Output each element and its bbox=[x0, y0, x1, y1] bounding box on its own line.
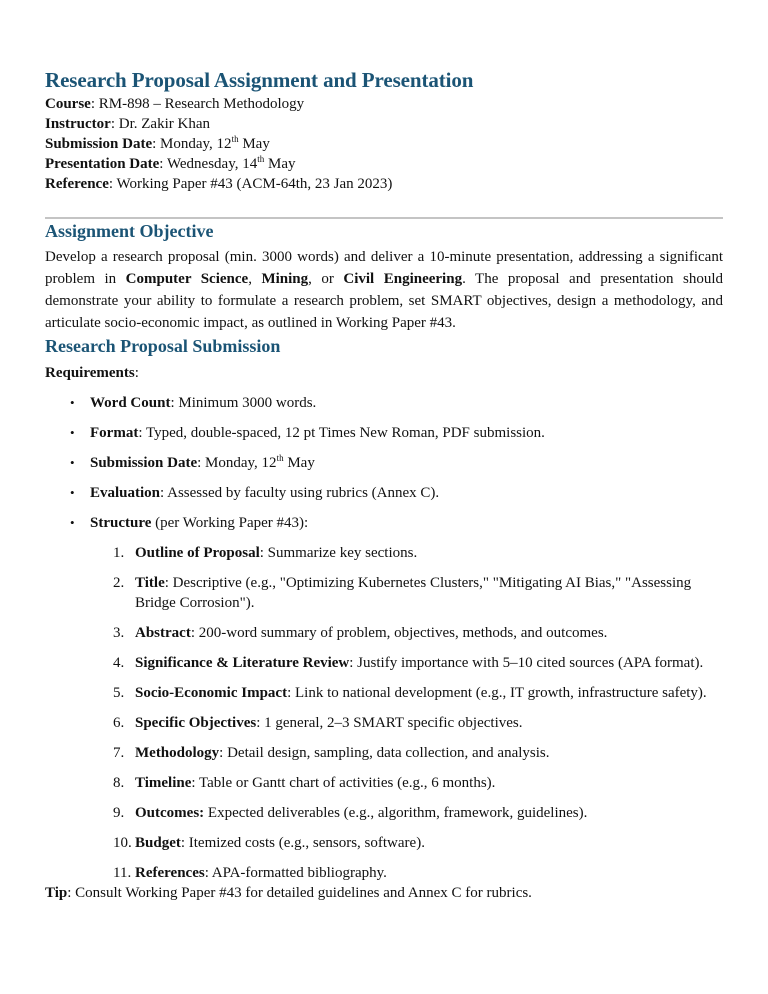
structure-item bbox=[113, 863, 710, 883]
meta-presentation-date-value: Wednesday, 14 bbox=[166, 156, 258, 172]
tip-note bbox=[45, 883, 723, 903]
list-item-text: : Minimum 3000 words. bbox=[170, 395, 317, 411]
item-number: 9. bbox=[113, 805, 125, 821]
meta-reference: Reference: Working Paper #43 (ACM-64th, 23 Jan 2023) bbox=[45, 176, 393, 192]
meta-instructor: Instructor: Dr. Zakir Khan bbox=[45, 116, 210, 132]
structure-item bbox=[113, 743, 710, 763]
meta-presentation-date-label: Presentation Date bbox=[45, 156, 160, 172]
structure-item bbox=[113, 653, 710, 673]
structure-item-label: Significance & Literature Review bbox=[135, 655, 350, 671]
objective-paragraph bbox=[45, 246, 723, 334]
bullet-icon: • bbox=[70, 395, 75, 410]
list-item-evaluation bbox=[70, 483, 723, 503]
meta-submission-date-value: Monday, 12 bbox=[160, 136, 232, 152]
list-item-sup: th bbox=[276, 453, 284, 463]
bullet-icon: • bbox=[70, 455, 75, 470]
objective-text-2: . The proposal and presentation should demonstrate your ability to formulate a research problem, set SMART objectives, design a methodology, and articulate socio-economic impact, as outlined in Working Paper #43. bbox=[45, 271, 723, 331]
structure-item-text: : APA-formatted bibliography. bbox=[204, 865, 387, 881]
list-item-text: (per Working Paper #43): bbox=[151, 515, 309, 531]
item-number: 8. bbox=[113, 775, 125, 791]
bullet-icon: • bbox=[70, 515, 75, 530]
tip-label: Tip bbox=[45, 885, 68, 901]
item-number: 11. bbox=[113, 865, 132, 881]
item-number: 3. bbox=[113, 625, 125, 641]
list-item-text: : Monday, 12 bbox=[197, 455, 277, 471]
objective-text-1: Develop a research proposal (min. 3000 words) and deliver a 10-minute presentation, addressing a significant problem in bbox=[45, 249, 723, 287]
structure-item-text: : Detail design, sampling, data collection, and analysis. bbox=[219, 745, 550, 761]
list-item-suffix: May bbox=[283, 455, 315, 471]
item-number: 4. bbox=[113, 655, 125, 671]
list-item-label: Evaluation bbox=[90, 485, 161, 501]
structure-item-label: Methodology bbox=[135, 745, 220, 761]
structure-item-label: Abstract bbox=[135, 625, 191, 641]
structure-item-label: Budget bbox=[135, 835, 181, 851]
field-civil-engineering: Civil Engineering bbox=[343, 271, 463, 287]
list-item-label: Structure bbox=[90, 515, 152, 531]
meta-course-label: Course bbox=[45, 96, 91, 112]
section-heading-submission: Research Proposal Submission bbox=[45, 336, 281, 356]
meta-submission-date: Submission Date: Monday, 12th May bbox=[45, 134, 270, 152]
structure-item-text: : Link to national development (e.g., IT growth, infrastructure safety). bbox=[287, 685, 707, 701]
objective-sep-1: , bbox=[248, 271, 262, 287]
requirements-label: Requirements: bbox=[45, 365, 139, 381]
structure-item bbox=[113, 683, 710, 703]
structure-item bbox=[113, 833, 710, 853]
field-computer-science: Computer Science bbox=[125, 271, 249, 287]
structure-item-text: : Justify importance with 5–10 cited sources (APA format). bbox=[349, 655, 704, 671]
list-item-text: : Assessed by faculty using rubrics (Annex C). bbox=[160, 485, 440, 501]
meta-presentation-date: Presentation Date: Wednesday, 14th May bbox=[45, 154, 296, 172]
bullet-icon: • bbox=[70, 425, 75, 440]
structure-item-label: Outcomes: bbox=[135, 805, 205, 821]
item-number: 6. bbox=[113, 715, 125, 731]
structure-item bbox=[113, 573, 710, 613]
requirements-list bbox=[45, 393, 723, 883]
objective-sep-2: , or bbox=[308, 271, 344, 287]
meta-presentation-date-suffix: May bbox=[264, 156, 296, 172]
structure-item-label: Socio-Economic Impact bbox=[135, 685, 288, 701]
section-heading-objective: Assignment Objective bbox=[45, 221, 214, 241]
structure-item-text: : 200-word summary of problem, objectives, methods, and outcomes. bbox=[190, 625, 608, 641]
item-number: 10. bbox=[113, 835, 132, 851]
meta-submission-date-label: Submission Date bbox=[45, 136, 153, 152]
tip-text: : Consult Working Paper #43 for detailed guidelines and Annex C for rubrics. bbox=[67, 885, 532, 901]
list-item-submission-date bbox=[70, 453, 723, 473]
meta-reference-label: Reference bbox=[45, 176, 109, 192]
structure-item-label: References bbox=[135, 865, 205, 881]
structure-item bbox=[113, 713, 710, 733]
meta-presentation-date-sup: th bbox=[257, 154, 265, 164]
meta-course-value: RM-898 – Research Methodology bbox=[98, 96, 305, 112]
meta-submission-date-suffix: May bbox=[238, 136, 270, 152]
item-number: 1. bbox=[113, 545, 125, 561]
structure-item-label: Timeline bbox=[135, 775, 192, 791]
structure-item-text: : Table or Gantt chart of activities (e.g., 6 months). bbox=[191, 775, 496, 791]
structure-item-text: : Itemized costs (e.g., sensors, software). bbox=[180, 835, 425, 851]
field-mining: Mining bbox=[261, 271, 309, 287]
list-item-label: Word Count bbox=[90, 395, 171, 411]
structure-item bbox=[113, 623, 710, 643]
structure-item-text: : Descriptive (e.g., "Optimizing Kubernetes Clusters," "Mitigating AI Bias," "Assessing Bridge Corrosion"). bbox=[135, 575, 692, 611]
structure-item bbox=[113, 543, 710, 563]
structure-item-label: Title bbox=[135, 575, 165, 591]
item-number: 7. bbox=[113, 745, 125, 761]
meta-instructor-label: Instructor bbox=[45, 116, 111, 132]
structure-item-text: Expected deliverables (e.g., algorithm, framework, guidelines). bbox=[204, 805, 588, 821]
meta-course: Course: RM-898 – Research Methodology bbox=[45, 96, 305, 112]
bullet-icon: • bbox=[70, 485, 75, 500]
list-item-format bbox=[70, 423, 723, 443]
document-metadata bbox=[45, 94, 723, 194]
list-item-label: Submission Date bbox=[90, 455, 198, 471]
list-item-word-count bbox=[70, 393, 723, 413]
structure-item bbox=[113, 803, 710, 823]
list-item-text: : Typed, double-spaced, 12 pt Times New Roman, PDF submission. bbox=[138, 425, 545, 441]
structure-item-text: : Summarize key sections. bbox=[259, 545, 418, 561]
structure-item-label: Specific Objectives bbox=[135, 715, 257, 731]
list-item-structure bbox=[70, 513, 723, 883]
meta-reference-value: Working Paper #43 (ACM-64th, 23 Jan 2023) bbox=[116, 176, 393, 192]
requirements-label-text: Requirements bbox=[45, 365, 135, 381]
meta-submission-date-sup: th bbox=[231, 134, 239, 144]
page-title: Research Proposal Assignment and Presentation bbox=[45, 68, 474, 92]
list-item-label: Format bbox=[90, 425, 139, 441]
item-number: 5. bbox=[113, 685, 125, 701]
structure-item-label: Outline of Proposal bbox=[135, 545, 260, 561]
structure-item-text: : 1 general, 2–3 SMART specific objectives. bbox=[256, 715, 523, 731]
structure-item bbox=[113, 773, 710, 793]
meta-instructor-value: Dr. Zakir Khan bbox=[118, 116, 210, 132]
structure-list bbox=[90, 543, 723, 883]
item-number: 2. bbox=[113, 575, 125, 591]
